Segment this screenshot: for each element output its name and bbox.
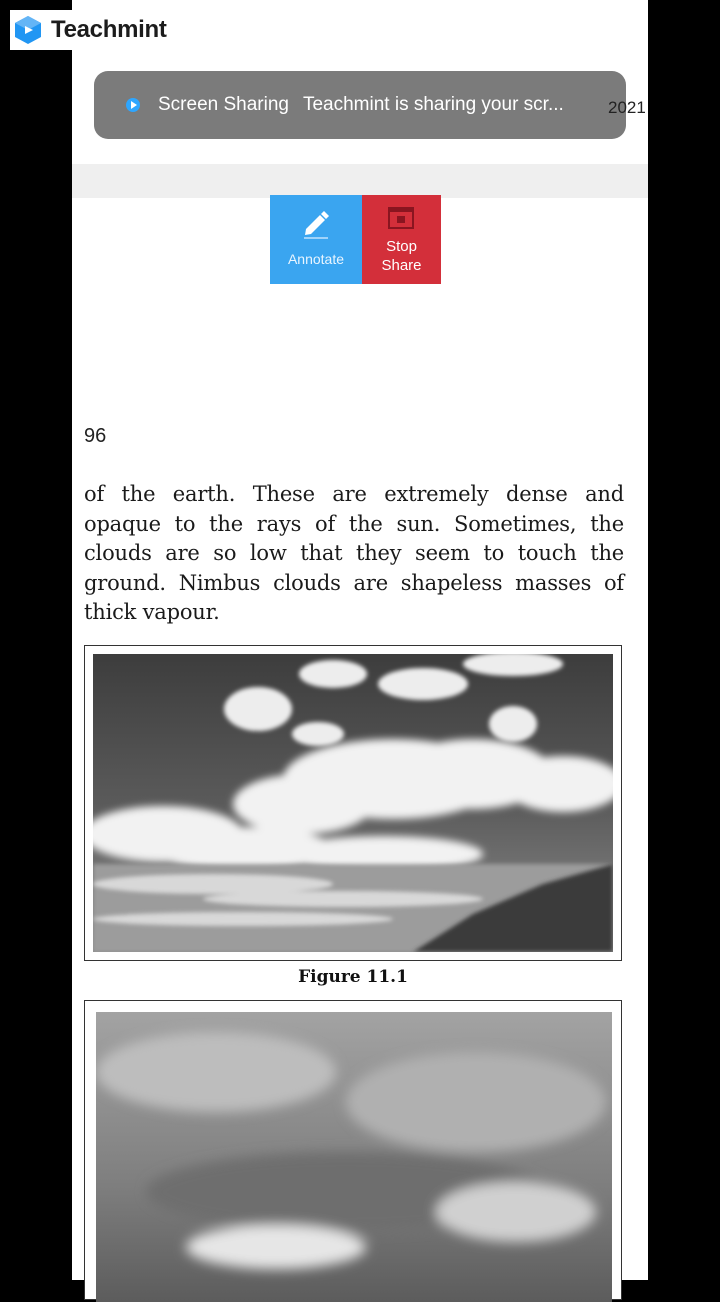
- page-number: 96: [84, 425, 107, 447]
- stop-share-icon: [388, 207, 414, 229]
- toolbar-band: [72, 164, 648, 198]
- brand-name: Teachmint: [51, 16, 167, 43]
- notification-title: Screen Sharing: [158, 94, 289, 115]
- teachmint-logo: [10, 10, 192, 50]
- document-paragraph: of the earth. These are extremely dense and opaque to the rays of the sun. Sometimes, the clouds are so low that they seem to touch the ground. Nimbus clouds are shapeless masses of thick vapour.: [84, 482, 624, 625]
- figure-2-cloud-photo: [96, 1012, 612, 1302]
- teachmint-logo-icon: [13, 15, 43, 45]
- annotate-label: Annotate: [287, 251, 345, 267]
- figure-1-caption: Figure 11.1: [298, 967, 408, 987]
- screen-sharing-notification[interactable]: [94, 71, 626, 139]
- stop-label-line1: Stop: [386, 238, 417, 255]
- figure-1-frame: [84, 645, 622, 961]
- stop-share-label: [362, 237, 441, 275]
- year-text: 2021: [608, 98, 646, 117]
- figure-1-cloud-photo: [93, 654, 613, 952]
- stop-label-line2: Share: [381, 257, 422, 274]
- stop-share-button[interactable]: [362, 195, 441, 284]
- pencil-icon: [300, 207, 332, 239]
- notification-message: Teachmint is sharing your scr...: [302, 94, 564, 115]
- screen-share-icon: [126, 98, 140, 112]
- figure-2-frame: [84, 1000, 622, 1300]
- annotate-button[interactable]: [270, 195, 362, 284]
